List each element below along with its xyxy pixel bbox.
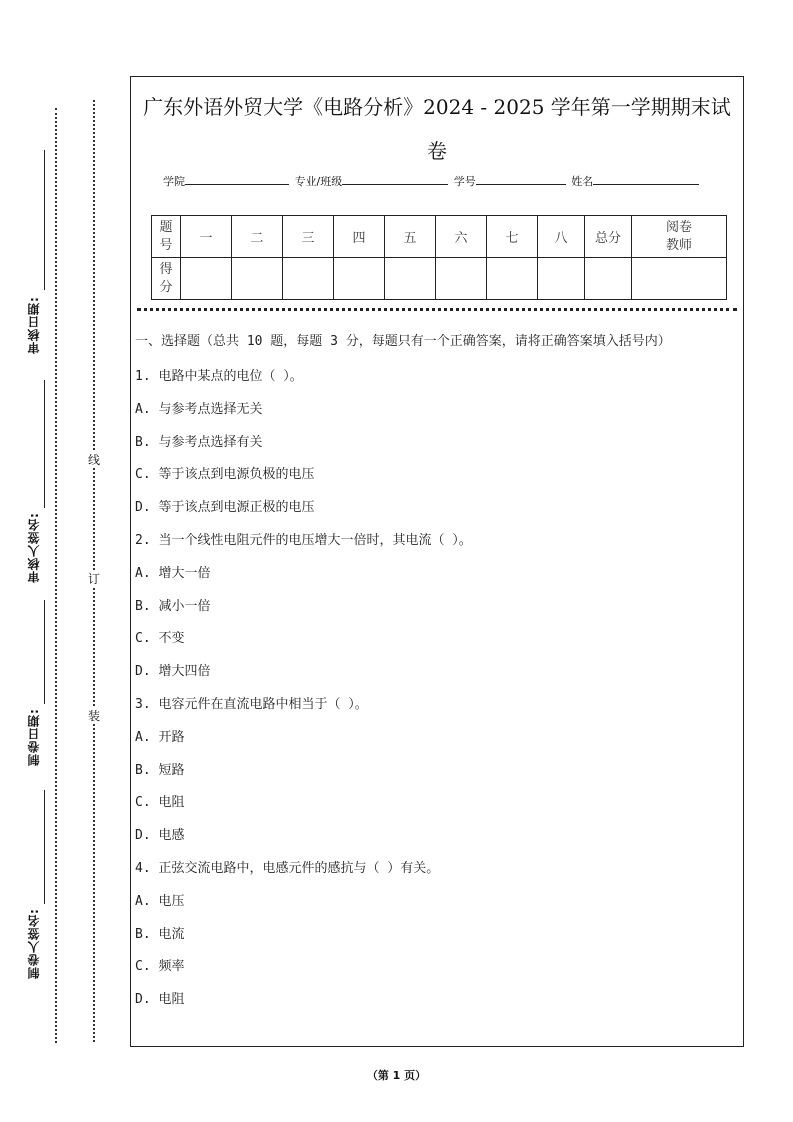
score-cell-grader[interactable] <box>632 258 727 300</box>
option: B. 减小一倍 <box>135 598 211 614</box>
question-stem: 1. 电路中某点的电位（ ）。 <box>135 369 303 384</box>
college-label: 学院 <box>163 175 185 188</box>
col-total: 总分 <box>585 216 632 258</box>
score-table-header-row <box>152 216 727 258</box>
option: C. 等于该点到电源负极的电压 <box>135 467 315 483</box>
score-cell-3[interactable] <box>283 258 334 300</box>
score-cell-total[interactable] <box>585 258 632 300</box>
score-table-score-row <box>152 258 727 300</box>
name-label: 姓名 <box>571 175 594 188</box>
question-number-label: 题 号 <box>152 216 181 258</box>
paper-date-field[interactable] <box>44 600 45 704</box>
exam-title <box>134 85 740 173</box>
option: C. 频率 <box>135 959 185 975</box>
review-date-field[interactable] <box>44 150 45 290</box>
reviewer-signature-label: 审核人签名: <box>27 512 41 583</box>
option: B. 短路 <box>135 762 185 778</box>
question-stem: 4. 正弦交流电路中，电感元件的感抗与（ ）有关。 <box>135 860 440 876</box>
option: A. 开路 <box>135 729 185 745</box>
option: C. 不变 <box>135 631 185 647</box>
student-id-field[interactable] <box>476 172 566 185</box>
score-cell-2[interactable] <box>232 258 283 300</box>
option: B. 与参考点选择有关 <box>135 434 263 450</box>
score-table <box>151 215 727 300</box>
paper-date-label: 制卷日期: <box>27 708 41 766</box>
review-date-label: 审核日期: <box>27 296 41 354</box>
score-cell-4[interactable] <box>334 258 385 300</box>
question-stem: 2. 当一个线性电阻元件的电压增大一倍时，其电流（ ）。 <box>135 532 472 548</box>
major-class-label: 专业/班级 <box>294 175 343 188</box>
score-cell-7[interactable] <box>487 258 538 300</box>
option: D. 电阻 <box>135 992 185 1008</box>
col-7: 七 <box>487 216 538 258</box>
option: A. 电压 <box>135 893 185 909</box>
option: D. 等于该点到电源正极的电压 <box>135 500 315 516</box>
section-heading: 一、选择题（总共 10 题，每题 3 分，每题只有一个正确答案，请将正确答案填入括号内） <box>135 334 671 349</box>
score-cell-5[interactable] <box>385 258 436 300</box>
col-2: 二 <box>232 216 283 258</box>
score-label: 得 分 <box>152 258 181 300</box>
binding-char-ding: 订 <box>87 572 100 586</box>
question-stem: 3. 电容元件在直流电路中相当于（ ）。 <box>135 696 368 712</box>
option: B. 电流 <box>135 926 185 942</box>
option: C. 电阻 <box>135 795 185 811</box>
name-field[interactable] <box>593 172 699 185</box>
section-separator <box>137 308 737 311</box>
col-4: 四 <box>334 216 385 258</box>
major-class-field[interactable] <box>342 172 448 185</box>
option: A. 与参考点选择无关 <box>135 401 263 417</box>
option: D. 电感 <box>135 828 185 844</box>
reviewer-signature-field[interactable] <box>44 380 45 508</box>
binding-char-xian: 线 <box>87 453 100 467</box>
score-cell-8[interactable] <box>538 258 585 300</box>
exam-title-line2: 卷 <box>427 139 447 163</box>
college-field[interactable] <box>185 172 289 185</box>
page-number: （第 1 页） <box>366 1069 427 1082</box>
grader-label: 阅卷 教师 <box>632 216 727 258</box>
col-6: 六 <box>436 216 487 258</box>
col-3: 三 <box>283 216 334 258</box>
exam-title-line1: 广东外语外贸大学《电路分析》2024 - 2025 学年第一学期期末试 <box>143 95 731 119</box>
score-cell-6[interactable] <box>436 258 487 300</box>
option: D. 增大四倍 <box>135 664 211 680</box>
binding-char-zhuang: 装 <box>87 709 100 723</box>
paper-maker-signature-field[interactable] <box>44 790 45 904</box>
score-cell-1[interactable] <box>181 258 232 300</box>
option: A. 增大一倍 <box>135 565 211 581</box>
col-1: 一 <box>181 216 232 258</box>
question-section <box>135 331 739 1017</box>
paper-maker-signature-label: 制卷人签名: <box>27 908 41 979</box>
col-5: 五 <box>385 216 436 258</box>
margin-dotted-line <box>55 108 57 1043</box>
col-8: 八 <box>538 216 585 258</box>
student-info-row <box>163 172 723 189</box>
student-id-label: 学号 <box>453 175 476 188</box>
